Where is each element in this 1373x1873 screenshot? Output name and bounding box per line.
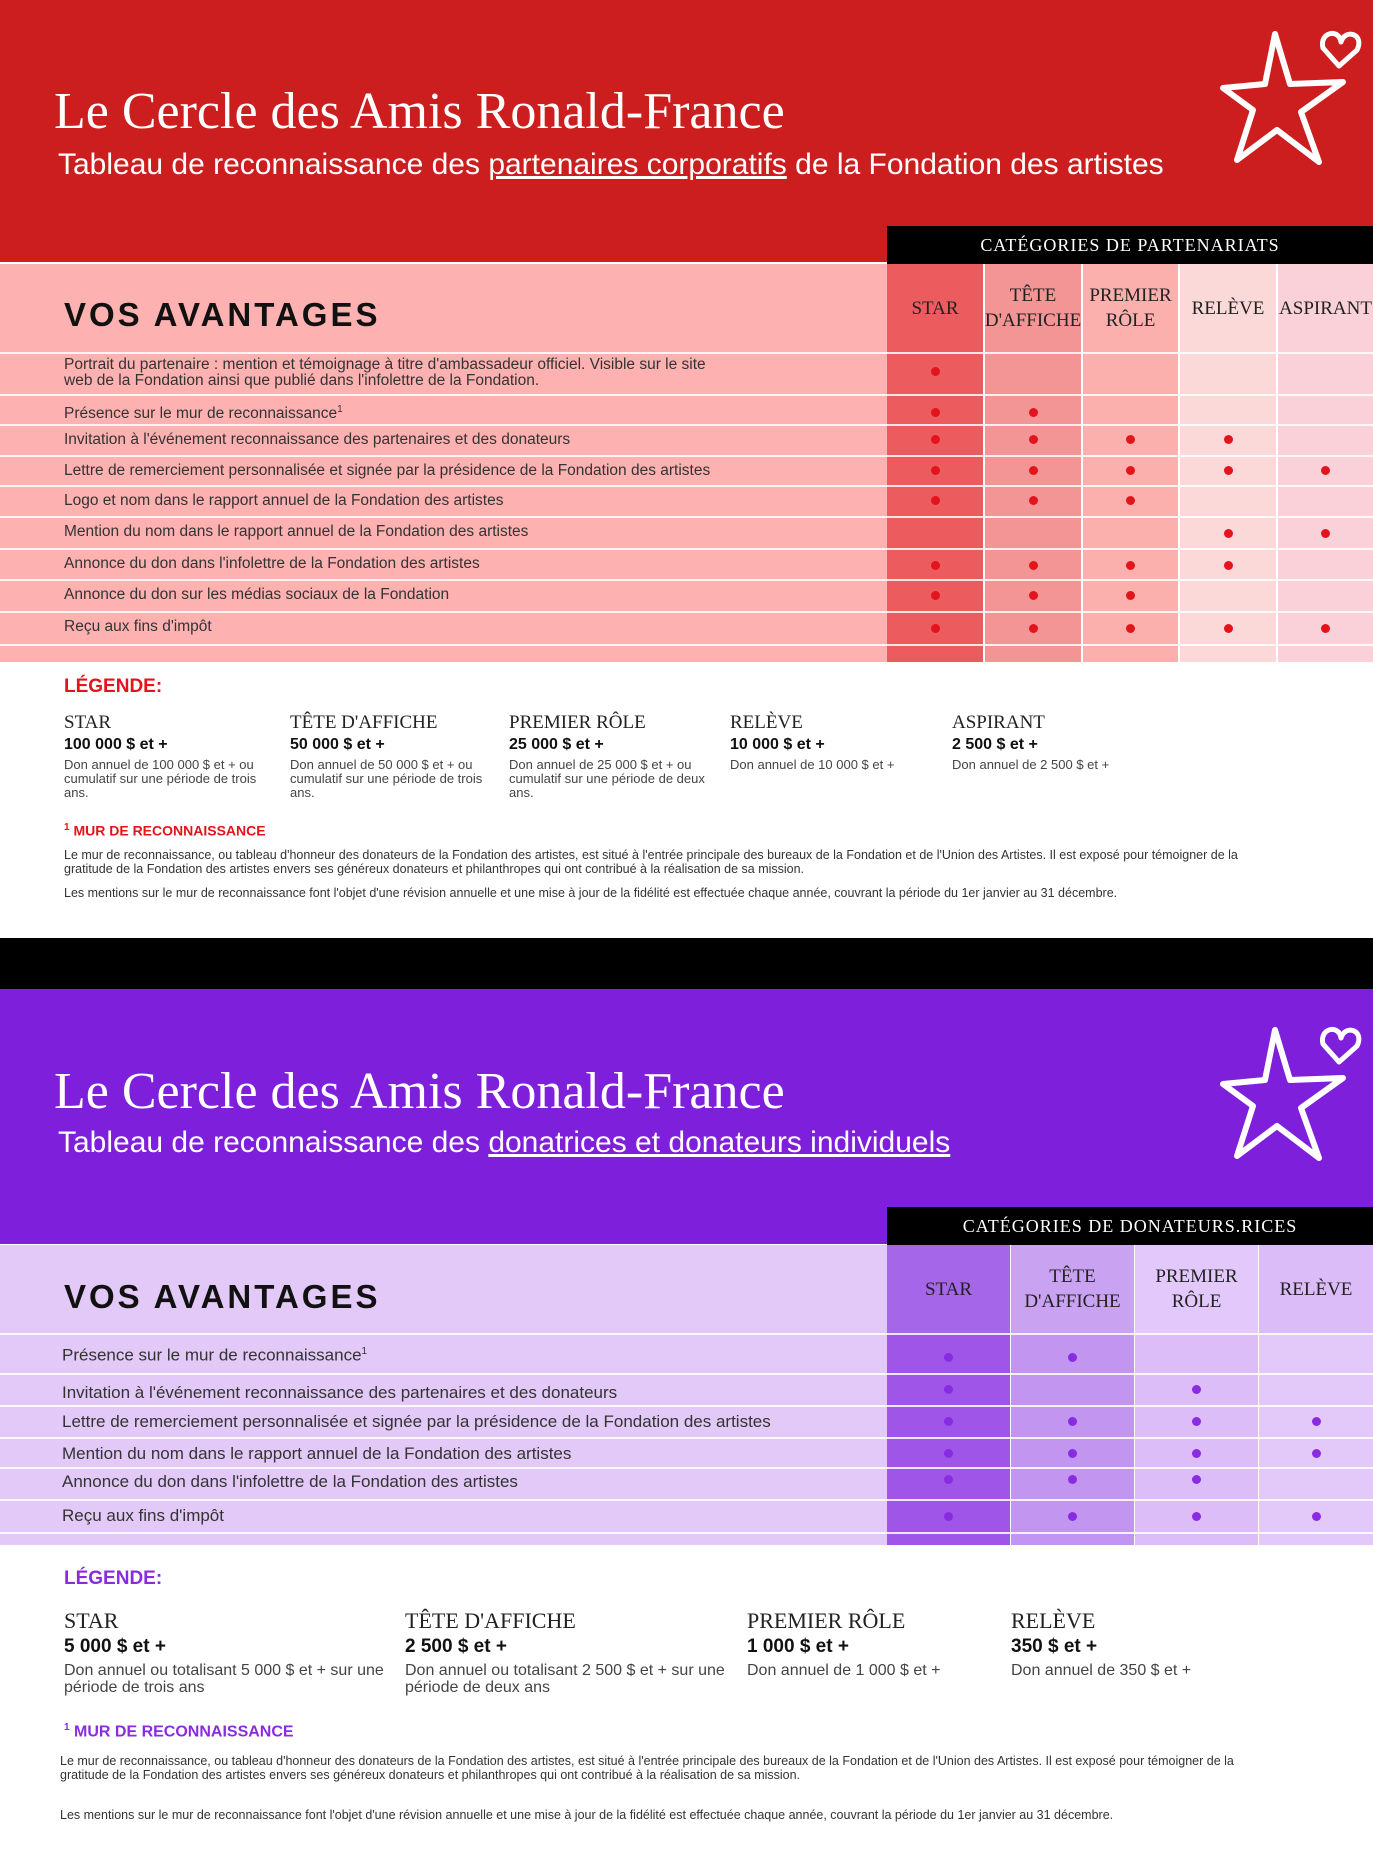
- benefit-included-dot: [944, 1353, 953, 1362]
- corporate-benefits-heading: VOS AVANTAGES: [64, 296, 381, 333]
- benefit-included-dot: [1321, 529, 1330, 538]
- legend-tier-amount: 10 000 $ et +: [730, 736, 825, 753]
- column-header-line: PREMIER: [1089, 285, 1172, 306]
- corporate-title: Le Cercle des Amis Ronald-France: [54, 83, 785, 140]
- benefit-text: Lettre de remerciement personnalisée et signée par la présidence de la Fondation des artistes: [62, 1412, 771, 1431]
- legend-tier-description: Don annuel de 50 000 $ et + ou cumulatif sur une période de trois ans.: [290, 757, 483, 800]
- benefit-included-dot: [944, 1475, 953, 1484]
- individual-mur-title: [64, 1722, 294, 1741]
- benefit-included-dot: [1029, 561, 1038, 570]
- footnote-marker: 1: [64, 822, 70, 833]
- benefit-included-dot: [1126, 466, 1135, 475]
- mur-title-text: MUR DE RECONNAISSANCE: [74, 1723, 294, 1741]
- benefit-included-dot: [931, 624, 940, 633]
- legend-item: [64, 712, 264, 800]
- benefit-included-dot: [1126, 496, 1135, 505]
- subtitle-link[interactable]: donatrices et donateurs individuels: [488, 1126, 951, 1159]
- benefit-included-dot: [1192, 1385, 1201, 1394]
- benefit-text: Portrait du partenaire : mention et témoignage à titre d'ambassadeur officiel. Visible sur le site: [64, 356, 706, 373]
- benefit-included-dot: [1068, 1449, 1077, 1458]
- benefit-text: Reçu aux fins d'impôt: [64, 618, 212, 635]
- benefit-text: Lettre de remerciement personnalisée et signée par la présidence de la Fondation des artistes: [64, 462, 711, 479]
- subtitle-text-end: de la Fondation des artistes: [786, 148, 1164, 181]
- benefit-label: [62, 1413, 771, 1431]
- row-divider: [0, 1333, 1373, 1335]
- benefit-text: Présence sur le mur de reconnaissance: [64, 405, 338, 423]
- benefit-included-dot: [1312, 1449, 1321, 1458]
- benefit-included-dot: [1029, 435, 1038, 444]
- legend-tier-name: ASPIRANT: [952, 712, 1045, 733]
- benefit-included-dot: [1192, 1475, 1201, 1484]
- benefit-included-dot: [1029, 408, 1038, 417]
- corporate-legend-title: LÉGENDE:: [64, 676, 163, 697]
- star-heart-icon: [1215, 1010, 1365, 1170]
- row-divider: [0, 394, 1373, 396]
- benefit-included-dot: [1029, 466, 1038, 475]
- row-divider: [0, 1437, 1373, 1439]
- column-header-line: RÔLE: [1171, 1291, 1222, 1312]
- column-header: [1259, 1245, 1373, 1333]
- column-header-label: [1280, 1277, 1353, 1302]
- benefit-text: Reçu aux fins d'impôt: [62, 1506, 224, 1525]
- benefit-text: Mention du nom dans le rapport annuel de la Fondation des artistes: [62, 1444, 572, 1463]
- row-divider: [0, 611, 1373, 613]
- benefit-included-dot: [1126, 435, 1135, 444]
- legend-tier-name: STAR: [64, 712, 112, 733]
- column-header: [1278, 264, 1373, 352]
- legend-tier-name: STAR: [64, 1608, 119, 1633]
- legend-item: [952, 712, 1152, 772]
- row-divider: [0, 1405, 1373, 1407]
- benefit-label: [62, 1343, 367, 1365]
- benefit-included-dot: [1224, 435, 1233, 444]
- individual-legend-title: LÉGENDE:: [64, 1568, 163, 1589]
- benefit-text: web de la Fondation ainsi que publié dans l'infolettre de la Fondation.: [64, 372, 540, 389]
- column-header: [985, 264, 1081, 352]
- legend-tier-description: Don annuel de 350 $ et +: [1011, 1662, 1192, 1679]
- benefit-text: Annonce du don dans l'infolettre de la Fondation des artistes: [62, 1472, 518, 1491]
- legend-tier-name: PREMIER RÔLE: [747, 1608, 906, 1633]
- row-divider: [0, 455, 1373, 457]
- benefit-included-dot: [1312, 1417, 1321, 1426]
- benefit-label: [64, 402, 343, 422]
- legend-item: [290, 712, 490, 800]
- benefit-included-dot: [931, 591, 940, 600]
- legend-tier-description: Don annuel de 2 500 $ et +: [952, 757, 1110, 772]
- row-divider: [0, 644, 1373, 646]
- column-header: [887, 1245, 1010, 1333]
- legend-tier-description: Don annuel de 1 000 $ et +: [747, 1662, 941, 1679]
- benefit-included-dot: [1224, 624, 1233, 633]
- row-divider: [0, 485, 1373, 487]
- benefit-included-dot: [1126, 561, 1135, 570]
- row-divider: [0, 1532, 1373, 1534]
- column-header-line: TÊTE: [1049, 1266, 1096, 1287]
- benefit-included-dot: [944, 1512, 953, 1521]
- benefit-text: Invitation à l'événement reconnaissance des partenaires et des donateurs: [62, 1383, 618, 1402]
- legend-tier-amount: 5 000 $ et +: [64, 1636, 166, 1657]
- legend-tier-amount: 2 500 $ et +: [405, 1636, 507, 1657]
- column-header-label: [1089, 283, 1171, 333]
- row-divider: [0, 352, 1373, 354]
- column-header: [887, 264, 983, 352]
- corporate-subtitle: [58, 148, 1164, 182]
- benefit-included-dot: [1029, 496, 1038, 505]
- benefit-label: [64, 524, 528, 540]
- benefit-included-dot: [931, 435, 940, 444]
- legend-item: [405, 1608, 725, 1696]
- column-header: [1011, 1245, 1134, 1333]
- individual-categories-header: CATÉGORIES DE DONATEURS.RICES: [887, 1207, 1373, 1245]
- row-divider: [0, 1499, 1373, 1501]
- row-divider: [0, 579, 1373, 581]
- footnote-marker: 1: [337, 404, 343, 415]
- benefit-label: [62, 1473, 518, 1491]
- footnote-marker: 1: [64, 1722, 70, 1733]
- legend-tier-name: PREMIER RÔLE: [509, 712, 646, 733]
- column-header-line: ASPIRANT: [1279, 297, 1372, 319]
- benefit-included-dot: [1192, 1512, 1201, 1521]
- benefit-included-dot: [944, 1417, 953, 1426]
- benefit-text: Annonce du don dans l'infolettre de la Fondation des artistes: [64, 555, 480, 572]
- benefit-included-dot: [1321, 466, 1330, 475]
- benefit-label: [62, 1507, 224, 1525]
- corporate-categories-header: CATÉGORIES DE PARTENARIATS: [887, 226, 1373, 264]
- column-header-line: RELÈVE: [1191, 297, 1265, 319]
- legend-tier-description: Don annuel de 100 000 $ et + ou cumulatif sur une période de trois ans.: [64, 757, 257, 800]
- legend-item: [64, 1608, 384, 1696]
- benefit-label: [64, 432, 570, 448]
- benefit-included-dot: [1312, 1512, 1321, 1521]
- row-divider: [0, 1467, 1373, 1469]
- column-header: [1135, 1245, 1258, 1333]
- benefit-included-dot: [944, 1449, 953, 1458]
- legend-tier-description: Don annuel ou totalisant 2 500 $ et + sur une période de deux ans: [405, 1662, 725, 1696]
- corporate-mur-paragraph-2: Les mentions sur le mur de reconnaissance font l'objet d'une révision annuelle et une mise à jour de la fidélité est effectuée chaque année, couvrant la période du 1er janvier au 31 décembre.: [64, 886, 1118, 900]
- column-header-line: D'AFFICHE: [984, 310, 1082, 331]
- column-header-line: TÊTE: [1009, 285, 1057, 306]
- legend-tier-amount: 50 000 $ et +: [290, 736, 385, 753]
- legend-tier-description: Don annuel de 25 000 $ et + ou cumulatif sur une période de deux ans.: [509, 757, 705, 800]
- row-divider: [0, 1373, 1373, 1375]
- benefit-text: Annonce du don sur les médias sociaux de la Fondation: [64, 586, 450, 603]
- individual-title: Le Cercle des Amis Ronald-France: [54, 1063, 785, 1120]
- column-header-line: PREMIER: [1155, 1266, 1238, 1287]
- benefit-included-dot: [1029, 624, 1038, 633]
- benefit-included-dot: [1224, 561, 1233, 570]
- footnote-marker: 1: [361, 1346, 368, 1357]
- benefit-text: Présence sur le mur de reconnaissance: [62, 1345, 362, 1365]
- benefit-label: [64, 587, 449, 603]
- benefit-included-dot: [1068, 1512, 1077, 1521]
- benefit-text: Invitation à l'événement reconnaissance des partenaires et des donateurs: [64, 431, 571, 448]
- benefit-included-dot: [931, 408, 940, 417]
- corporate-mur-title: [64, 822, 266, 839]
- column-header-line: STAR: [924, 1278, 973, 1300]
- individual-subtitle: [58, 1126, 950, 1160]
- mur-title-text: MUR DE RECONNAISSANCE: [73, 822, 266, 839]
- row-divider: [0, 516, 1373, 518]
- legend-tier-name: TÊTE D'AFFICHE: [290, 712, 438, 733]
- benefit-included-dot: [1224, 466, 1233, 475]
- benefit-label: [62, 1445, 571, 1463]
- benefit-label: [64, 556, 480, 572]
- benefit-included-dot: [1068, 1353, 1077, 1362]
- benefit-text: Logo et nom dans le rapport annuel de la Fondation des artistes: [64, 492, 504, 509]
- subtitle-link[interactable]: partenaires corporatifs: [488, 148, 787, 181]
- legend-tier-name: RELÈVE: [1011, 1608, 1096, 1633]
- legend-tier-description: Don annuel ou totalisant 5 000 $ et + sur une période de trois ans: [64, 1662, 384, 1696]
- legend-tier-amount: 100 000 $ et +: [64, 736, 168, 753]
- corporate-mur-paragraph-1: Le mur de reconnaissance, ou tableau d'honneur des donateurs de la Fondation des artistes, est situé à l'entrée principale des bureaux de la Fondation et de l'Union des Artistes. Il est exposé pour témoigner de la gratitude de la Fondation des artistes envers ses généreux donateurs et philanthropes qui ont contribué à la réalisation de sa mission.: [64, 848, 1238, 876]
- benefit-included-dot: [931, 367, 940, 376]
- benefit-included-dot: [1224, 529, 1233, 538]
- benefit-included-dot: [1068, 1475, 1077, 1484]
- benefit-included-dot: [1126, 624, 1135, 633]
- individual-benefits-heading: VOS AVANTAGES: [64, 1278, 381, 1315]
- benefit-label: [64, 463, 710, 479]
- column-header-label: [911, 296, 958, 321]
- column-header-label: [1192, 296, 1265, 321]
- column-header-line: D'AFFICHE: [1024, 1291, 1121, 1312]
- column-header-label: [1279, 296, 1372, 321]
- benefit-included-dot: [931, 561, 940, 570]
- benefit-label: [64, 357, 706, 389]
- star-heart-icon: [1215, 14, 1365, 174]
- legend-tier-description: Don annuel de 10 000 $ et +: [730, 757, 895, 772]
- benefit-included-dot: [1068, 1417, 1077, 1426]
- column-header: [1083, 264, 1178, 352]
- benefit-included-dot: [931, 496, 940, 505]
- column-header-line: RELÈVE: [1279, 1278, 1353, 1300]
- column-header-label: [1155, 1264, 1237, 1314]
- legend-item: [1011, 1608, 1331, 1679]
- column-header-line: STAR: [911, 297, 959, 319]
- benefit-label: [64, 493, 503, 509]
- benefit-included-dot: [1192, 1417, 1201, 1426]
- subtitle-text: Tableau de reconnaissance des: [58, 148, 489, 181]
- individual-mur-paragraph-2: Les mentions sur le mur de reconnaissance font l'objet d'une révision annuelle et une mise à jour de la fidélité est effectuée chaque année, couvrant la période du 1er janvier au 31 décembre.: [60, 1808, 1114, 1822]
- column-header-label: [1024, 1264, 1120, 1314]
- legend-tier-amount: 350 $ et +: [1011, 1636, 1098, 1657]
- benefit-included-dot: [1126, 591, 1135, 600]
- legend-tier-amount: 2 500 $ et +: [952, 736, 1038, 753]
- column-header-line: RÔLE: [1105, 310, 1156, 331]
- column-header-label: [925, 1277, 972, 1302]
- subtitle-text: Tableau de reconnaissance des: [58, 1126, 489, 1159]
- benefit-included-dot: [1192, 1449, 1201, 1458]
- legend-item: [509, 712, 709, 800]
- row-divider: [0, 548, 1373, 550]
- legend-tier-amount: 1 000 $ et +: [747, 1636, 849, 1657]
- legend-tier-name: RELÈVE: [730, 712, 803, 733]
- section-divider: [0, 938, 1373, 989]
- column-header-label: [985, 283, 1081, 333]
- benefit-included-dot: [1029, 591, 1038, 600]
- legend-item: [730, 712, 930, 772]
- legend-tier-name: TÊTE D'AFFICHE: [405, 1608, 576, 1633]
- benefit-text: Mention du nom dans le rapport annuel de la Fondation des artistes: [64, 523, 529, 540]
- row-divider: [0, 424, 1373, 426]
- benefit-included-dot: [931, 466, 940, 475]
- legend-tier-amount: 25 000 $ et +: [509, 736, 604, 753]
- benefit-included-dot: [1321, 624, 1330, 633]
- individual-mur-paragraph-1: Le mur de reconnaissance, ou tableau d'honneur des donateurs de la Fondation des artistes, est situé à l'entrée principale des bureaux de la Fondation et de l'Union des Artistes. Il est exposé pour témoigner de la gratitude de la Fondation des artistes envers ses généreux donateurs et philanthropes qui ont contribué à la réalisation de sa mission.: [60, 1754, 1234, 1782]
- benefit-label: [64, 619, 212, 635]
- column-header: [1180, 264, 1276, 352]
- benefit-label: [62, 1384, 617, 1402]
- benefit-included-dot: [944, 1385, 953, 1394]
